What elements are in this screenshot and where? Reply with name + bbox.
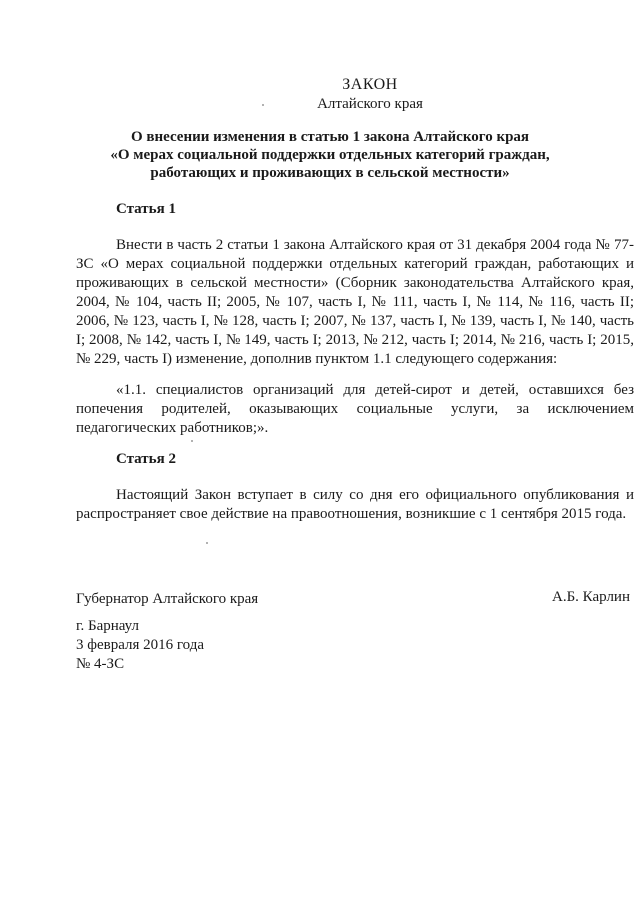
document-title xyxy=(110,128,550,182)
document-number: № 4-ЗС xyxy=(76,656,125,672)
article-2-heading: Статья 2 xyxy=(116,451,176,467)
signatory-name: А.Б. Карлин xyxy=(551,589,630,605)
scan-speck xyxy=(206,542,208,544)
article-1-heading: Статья 1 xyxy=(116,201,176,217)
title-line: работающих и проживающих в сельской местности» xyxy=(150,165,510,181)
document-city: г. Барнаул xyxy=(76,618,139,634)
title-line: О внесении изменения в статью 1 закона Алтайского края xyxy=(130,129,530,145)
article-1-paragraph: Внести в часть 2 статьи 1 закона Алтайского края от 31 декабря 2004 года № 77-ЗС «О мерах социальной поддержки отдельных категорий граждан, работающих и проживающих в сельской местности» (Сборник законодательства Алтайского края, 2004, № 104, часть II; 2005, № 107, часть I, № 111, часть I, № 114, № 116, часть II; 2006, № 123, часть I, № 128, часть I; 2007, № 137, часть I, № 139, часть I, № 140, часть I; 2008, № 142, часть I, № 149, часть I; 2013, № 212, часть I; 2014, № 216, часть I; 2015, № 229, часть I) изменение, дополнив пунктом 1.1 следующего содержания: xyxy=(76,237,634,367)
title-line: «О мерах социальной поддержки отдельных категорий граждан, xyxy=(110,147,550,163)
article-2-paragraph: Настоящий Закон вступает в силу со дня его официального опубликования и распространяет свое действие на правоотношения, возникшие с 1 сентября 2015 года. xyxy=(76,487,634,522)
signatory-position: Губернатор Алтайского края xyxy=(76,591,259,607)
document-issuer: Алтайского края xyxy=(317,96,423,112)
document-type: ЗАКОН xyxy=(342,76,398,93)
article-1-quote: «1.1. специалистов организаций для детей-сирот и детей, оставшихся без попечения родителей, оказывающих социальные услуги, за исключением педагогических работников;». xyxy=(76,382,634,436)
document-date: 3 февраля 2016 года xyxy=(76,637,205,653)
document-meta xyxy=(76,617,204,674)
scan-speck xyxy=(262,104,264,106)
scan-speck xyxy=(191,440,193,442)
